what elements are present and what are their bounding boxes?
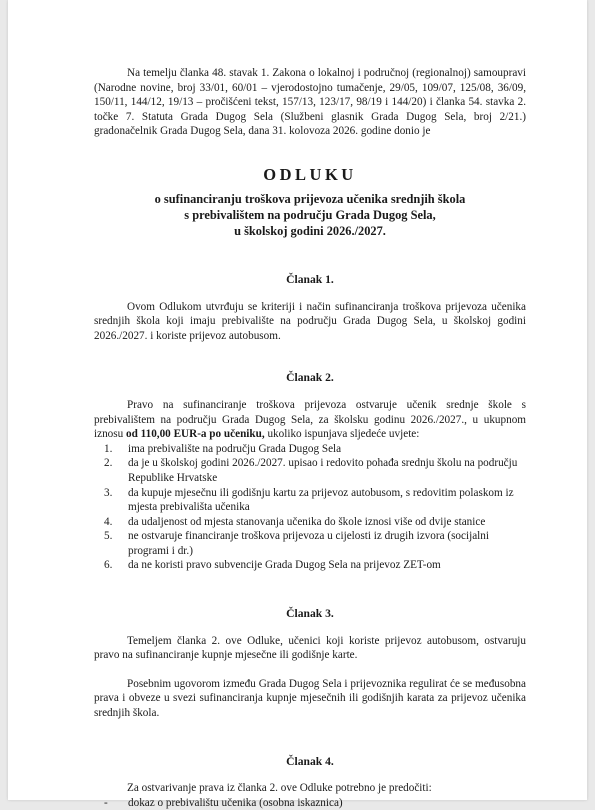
article-4-intro: Za ostvarivanje prava iz članka 2. ove Odluke potrebno je predočiti: xyxy=(127,782,432,795)
condition-item xyxy=(94,515,526,530)
condition-item xyxy=(94,456,526,485)
article-2-intro xyxy=(94,398,526,442)
condition-number: 3. xyxy=(104,486,113,499)
article-3-paragraph-2: Posebnim ugovorom između Grada Dugog Sela i prijevoznika regulirat će se međusobna prava i obveze u svezi sufinanciranja kupnje mjesečnih ili godišnjih karata za prijevoz učenika srednjih škola. xyxy=(94,677,526,720)
subtitle-line-1: o sufinanciranju troškova prijevoza učenika srednjih škola xyxy=(154,191,466,206)
condition-number: 5. xyxy=(104,530,113,543)
condition-number: 4. xyxy=(104,515,113,528)
condition-number: 2. xyxy=(104,457,113,470)
document-subtitle xyxy=(94,191,526,239)
condition-text: da kupuje mjesečnu ili godišnju kartu za prijevoz autobusom, s redovitim polaskom iz mjesta prebivališta učenika xyxy=(128,486,514,514)
article-3-paragraph-1: Temeljem članka 2. ove Odluke, učenici koji koriste prijevoz autobusom, ostvaruju pravo na sufinanciranje kupnje mjesečne ili godišnje karte. xyxy=(94,634,526,662)
condition-text: da je u školskoj godini 2026./2027. upisao i redovito pohađa srednju školu na području Republike Hrvatske xyxy=(128,457,518,484)
article-4-heading: Članak 4. xyxy=(286,754,334,768)
document-title: ODLUKU xyxy=(263,164,357,184)
article-1-text: Ovom Odlukom utvrđuju se kriteriji i način sufinanciranja troškova prijevoza učenika srednjih škola koji imaju prebivalište na području Grada Dugog Sela, u školskoj godini 2026./2027. i koriste prijevoz autobusom. xyxy=(94,300,526,342)
article-2-intro-start: Pravo na sufinanciranje troškova prijevoza ostvaruje učenik srednje škole s prebivalištem na području Grada Dugog Sela, za školsku godinu 2026./2027., u ukupnom iznosu xyxy=(94,398,526,441)
requirement-bullet: - xyxy=(104,796,108,809)
condition-text: da ne koristi pravo subvencije Grada Dugog Sela na prijevoz ZET-om xyxy=(128,559,441,572)
article-1-heading: Članak 1. xyxy=(286,272,334,286)
condition-number: 1. xyxy=(104,442,113,455)
condition-item xyxy=(94,486,526,515)
preamble: Na temelju članka 48. stavak 1. Zakona o lokalnoj i područnoj (regionalnoj) samoupravi (Narodne novine, broj 33/01, 60/01 – vjerodostojno tumačenje, 29/05, 109/07, 125/08, 36/09, 150/11, 144/12, 19/13 – pročišćeni tekst, 157/13, 123/17, 98/19 i 144/20) i članka 54. stavka 2. točke 7. Statuta Grada Dugog Sela (Službeni glasnik Grada Dugog Sela, broj 2/21.) gradonačelnik Grada Dugog Sela, dana 31. kolovoza 2026. godine donio je xyxy=(94,67,526,138)
condition-text: ima prebivalište na području Grada Dugog Sela xyxy=(128,442,342,455)
condition-item xyxy=(94,529,526,558)
condition-item xyxy=(94,442,526,457)
article-2-amount: od 110,00 EUR-a po učeniku, xyxy=(126,428,265,441)
article-4-requirements xyxy=(94,796,526,810)
subtitle-line-2: s prebivalištem na području Grada Dugog Sela, xyxy=(184,207,436,222)
document-page xyxy=(8,0,587,809)
requirement-item xyxy=(94,796,526,810)
condition-text: da udaljenost od mjesta stanovanja učenika do škole iznosi više od dvije stanice xyxy=(128,515,486,528)
article-3-heading: Članak 3. xyxy=(286,607,334,621)
requirement-text: dokaz o prebivalištu učenika (osobna iskaznica) xyxy=(128,796,343,809)
article-2-heading: Članak 2. xyxy=(286,371,334,385)
condition-number: 6. xyxy=(104,559,113,572)
article-2-conditions xyxy=(94,442,526,573)
document-content xyxy=(94,66,526,810)
article-2-intro-end: ukoliko ispunjava sljedeće uvjete: xyxy=(264,428,420,441)
subtitle-line-3: u školskoj godini 2026./2027. xyxy=(234,223,386,238)
condition-text: ne ostvaruje financiranje troškova prijevoza u cijelosti iz drugih izvora (socijalni programi i dr.) xyxy=(128,530,489,557)
condition-item xyxy=(94,558,526,573)
